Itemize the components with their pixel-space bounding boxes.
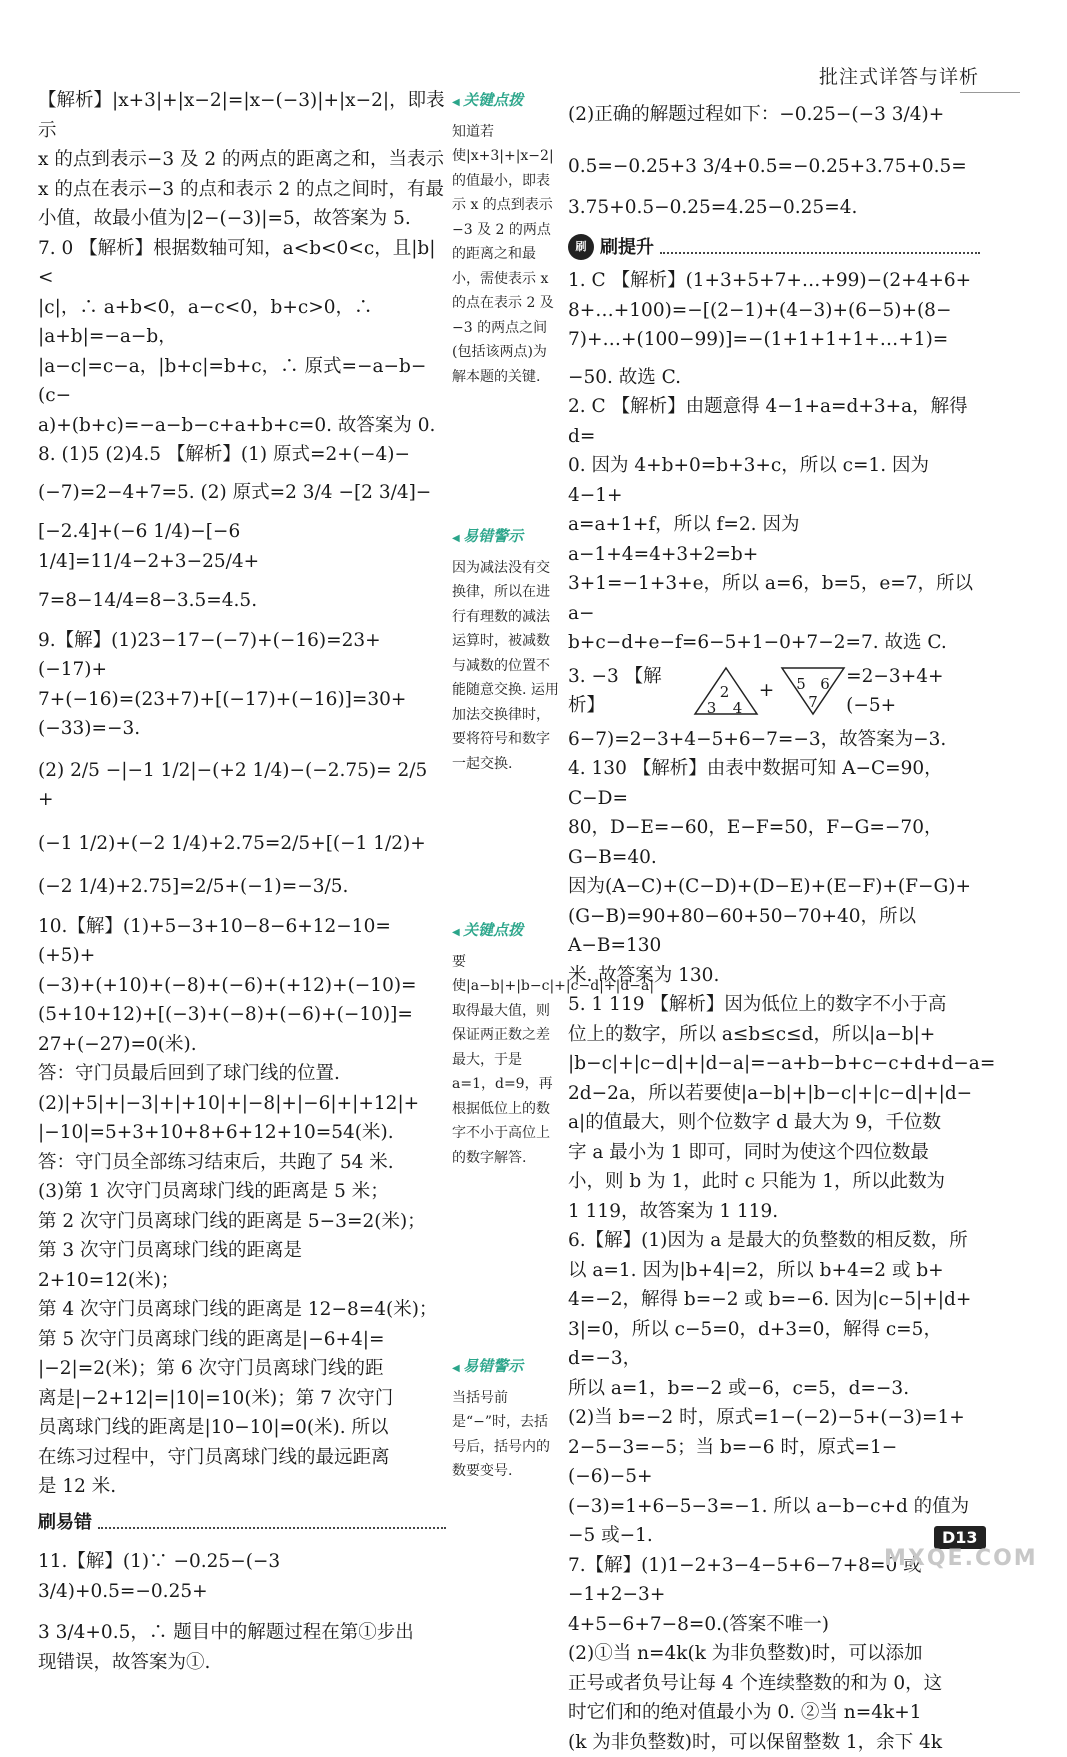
text-line: (−3)+(+10)+(−8)+(−6)+(+12)+(−10)= [38, 971, 446, 1001]
tri-value: 3 [707, 694, 717, 724]
text-line: 位上的数字，所以 a≤b≤c≤d，所以|a−b|+ [568, 1020, 980, 1050]
text-line: (−3)=1+6−5−3=−1. 所以 a−b−c+d 的值为 [568, 1492, 980, 1522]
text-line: [−2.4]+(−6 1/4)−[−6 1/4]=11/4−2+3−25/4+ [38, 517, 446, 576]
text-line: 80，D−E=−60，E−F=50，F−G=−70，G−B=40. [568, 813, 980, 872]
text-line: 正号或者负号让每 4 个连续整数的和为 0，这 [568, 1669, 980, 1699]
text-line: a=a+1+f，所以 f=2. 因为 a−1+4=4+3+2=b+ [568, 510, 980, 569]
text-line: (2) 2/5 −|−1 1/2|−(+2 1/4)−(−2.75)= 2/5 + [38, 756, 446, 815]
note-text: 因为减法没有交换律，所以在进行有理数的减法运算时，被减数与减数的位置不能随意交换. 运用加法交换律时，要将符号和数字一起交换. [452, 556, 560, 777]
note-tag: ◀ 关键点拨 [452, 88, 560, 116]
text-line: 答：守门员全部练习结束后，共跑了 54 米. [38, 1148, 446, 1178]
text-line: 离是|−2+12|=|10|=10(米)；第 7 次守门 [38, 1384, 446, 1414]
side-note-4 [452, 1354, 560, 1484]
right-lines-2 [568, 266, 980, 658]
triangle-down-figure [780, 666, 840, 716]
text-line: 以 a=1. 因为|b+4|=2，所以 b+4=2 或 b+ [568, 1256, 980, 1286]
page-number: D13 [934, 1526, 986, 1549]
watermark: MXQE.COM [884, 1546, 1038, 1571]
text-line: (3)第 1 次守门员离球门线的距离是 5 米； [38, 1177, 446, 1207]
note-tag: ◀ 关键点拨 [452, 918, 560, 946]
text-line: 第 3 次守门员离球门线的距离是 2+10=12(米)； [38, 1236, 446, 1295]
tri-value: 5 [796, 670, 806, 700]
text-line: |c|，∴ a+b<0，a−c<0，b+c>0，∴ |a+b|=−a−b， [38, 293, 446, 352]
dotted-rule [98, 1515, 446, 1529]
text-line: (2)当 b=−2 时，原式=1−(−2)−5+(−3)=1+ [568, 1403, 980, 1433]
text-line: (−2 1/4)+2.75]=2/5+(−1)=−3/5. [38, 872, 446, 902]
text-line: 1. C 【解析】(1+3+5+7+…+99)−(2+4+6+ [568, 266, 980, 296]
tri-value: 6 [820, 670, 830, 700]
left-lines [38, 86, 446, 1502]
note-tag: ◀ 易错警示 [452, 524, 560, 552]
text-line: 5. 1 119 【解析】因为低位上的数字不小于高 [568, 990, 980, 1020]
text-line: 第 4 次守门员离球门线的距离是 12−8=4(米)； [38, 1295, 446, 1325]
text-line: |a−c|=c−a，|b+c|=b+c，∴ 原式=−a−b−(c− [38, 352, 446, 411]
text-line: a)+(b+c)=−a−b−c+a+b+c=0. 故答案为 0. [38, 411, 446, 441]
text-line: 3 3/4+0.5，∴ 题目中的解题过程在第①步出 [38, 1618, 446, 1648]
text-line: |−2|=2(米)；第 6 次守门员离球门线的距 [38, 1354, 446, 1384]
text-line: 3+1=−1+3+e，所以 a=6，b=5，e=7，所以 a− [568, 569, 980, 628]
text-line: 第 2 次守门员离球门线的距离是 5−3=2(米)； [38, 1207, 446, 1237]
text-line: (2)|+5|+|−3|+|+10|+|−8|+|−6|+|+12|+ [38, 1089, 446, 1119]
text-line: 4+5−6+7−8=0.(答案不唯一) [568, 1610, 980, 1640]
q3-row [568, 662, 980, 721]
text-line: 员离球门线的距离是|10−10|=0(米). 所以 [38, 1413, 446, 1443]
note-text: 知道若使|x+3|+|x−2|的值最小，即表示 x 的点到表示−3 及 2 的两点的距离之和最小，需使表示 x 的点在表示 2 及−3 的两点之间(包括该两点)为解本题的关键. [452, 120, 560, 390]
text-line: 第 5 次守门员离球门线的距离是|−6+4|= [38, 1325, 446, 1355]
text-line: 米. 故答案为 130. [568, 961, 980, 991]
text-line: 7)+…+(100−99)]=−(1+1+1+1+…+1)= [568, 325, 980, 355]
brush-badge-icon: 刷 [568, 234, 594, 260]
text-line: |−10|=5+3+10+8+6+12+10=54(米). [38, 1118, 446, 1148]
text-line: 4=−2，解得 b=−2 或 b=−6. 因为|c−5|+|d+ [568, 1285, 980, 1315]
text-line: 小值，故最小值为|2−(−3)|=5，故答案为 5. [38, 204, 446, 234]
text-line: 8. (1)5 (2)4.5 【解析】(1) 原式=2+(−4)− [38, 440, 446, 470]
text-line: 所以 a=1，b=−2 或−6，c=5，d=−3. [568, 1374, 980, 1404]
text-line: −50. 故选 C. [568, 363, 980, 393]
text-line: (k 为非负整数)时，可以保留整数 1，余下 4k [568, 1728, 980, 1757]
section-title-errors [38, 1508, 446, 1538]
text-line: 3.75+0.5−0.25=4.25−0.25=4. [568, 193, 980, 223]
text-line: 3|=0，所以 c−5=0，d+3=0，解得 c=5，d=−3， [568, 1315, 980, 1374]
plus-sign: + [759, 676, 775, 706]
text-line: 答：守门员最后回到了球门线的位置. [38, 1059, 446, 1089]
text-line: 0. 因为 4+b+0=b+3+c，所以 c=1. 因为 4−1+ [568, 451, 980, 510]
text-line: (G−B)=90+80−60+50−70+40，所以 A−B=130 [568, 902, 980, 961]
header-rule [960, 92, 1020, 93]
text-line: 9.【解】(1)23−17−(−7)+(−16)=23+(−17)+ [38, 626, 446, 685]
text-line: 7. 0 【解析】根据数轴可知，a<b<0<c，且|b|< [38, 234, 446, 293]
text-line: 现错误，故答案为①. [38, 1648, 446, 1678]
q3-suffix: =2−3+4+(−5+ [846, 662, 980, 721]
text-line: (5+10+12)+[(−3)+(−8)+(−6)+(−10)]= [38, 1000, 446, 1030]
left-lines-2 [38, 1547, 446, 1677]
tri-value: 4 [733, 694, 743, 724]
dotted-rule [660, 240, 980, 254]
text-line: 7=8−14/4=8−3.5=4.5. [38, 586, 446, 616]
text-line: 10.【解】(1)+5−3+10−8−6+12−10=(+5)+ [38, 912, 446, 971]
text-line: 2. C 【解析】由题意得 4−1+a=d+3+a，解得 d= [568, 392, 980, 451]
text-line: 6−7)=2−3+4−5+6−7=−3，故答案为−3. [568, 725, 980, 755]
text-line: 11.【解】(1)∵ −0.25−(−3 3/4)+0.5=−0.25+ [38, 1547, 446, 1606]
section-label: 刷提升 [600, 233, 654, 263]
text-line: −5 或−1. [568, 1521, 980, 1551]
text-line: 4. 130 【解析】由表中数据可知 A−C=90，C−D= [568, 754, 980, 813]
text-line: x 的点在表示−3 的点和表示 2 的点之间时，有最 [38, 175, 446, 205]
text-line: x 的点到表示−3 及 2 的两点的距离之和，当表示 [38, 145, 446, 175]
text-line: 27+(−27)=0(米). [38, 1030, 446, 1060]
side-note-3 [452, 918, 560, 1170]
page-header: 批注式详答与详析 [819, 62, 979, 89]
right-lines [568, 100, 980, 223]
tri-value: 2 [720, 678, 730, 708]
text-line: a|的值最大，则个位数字 d 最大为 9，千位数 [568, 1108, 980, 1138]
text-line: (2)正确的解题过程如下：−0.25−(−3 3/4)+ [568, 100, 980, 130]
text-line: 因为(A−C)+(C−D)+(D−E)+(E−F)+(F−G)+ [568, 872, 980, 902]
text-line: 1 119，故答案为 1 119. [568, 1197, 980, 1227]
note-text: 要使|a−b|+|b−c|+|c−d|+|d−a|取得最大值，则保证两正数之差最大，于是 a=1，d=9，再根据低位上的数字不小于高位上的数字解答. [452, 950, 560, 1171]
text-line: 时它们和的绝对值最小为 0. ②当 n=4k+1 [568, 1698, 980, 1728]
text-line: (−33)=−3. [38, 714, 446, 744]
text-line: (−1 1/2)+(−2 1/4)+2.75=2/5+[(−1 1/2)+ [38, 829, 446, 859]
section-label: 刷易错 [38, 1508, 92, 1538]
text-line: 2d−2a，所以若要使|a−b|+|b−c|+|c−d|+|d− [568, 1079, 980, 1109]
right-lines-3 [568, 725, 980, 1757]
text-line: (2)①当 n=4k(k 为非负整数)时，可以添加 [568, 1639, 980, 1669]
text-line: 是 12 米. [38, 1472, 446, 1502]
text-line: 在练习过程中，守门员离球门线的最远距离 [38, 1443, 446, 1473]
text-line: 0.5=−0.25+3 3/4+0.5=−0.25+3.75+0.5= [568, 152, 980, 182]
side-note-1 [452, 88, 560, 389]
section-title-improve [568, 233, 980, 263]
triangle-up-figure [693, 666, 753, 716]
text-line: 【解析】|x+3|+|x−2|=|x−(−3)|+|x−2|，即表示 [38, 86, 446, 145]
text-line: 6.【解】(1)因为 a 是最大的负整数的相反数，所 [568, 1226, 980, 1256]
text-line: 小，则 b 为 1，此时 c 只能为 1，所以此数为 [568, 1167, 980, 1197]
q3-prefix: 3. −3 【解析】 [568, 662, 687, 721]
text-line: 2−5−3=−5；当 b=−6 时，原式=1−(−6)−5+ [568, 1433, 980, 1492]
text-line: 7.【解】(1)1−2+3−4−5+6−7+8=0 或−1+2−3+ [568, 1551, 980, 1610]
text-line: |b−c|+|c−d|+|d−a|=−a+b−b+c−c+d+d−a= [568, 1049, 980, 1079]
left-column [38, 86, 446, 1677]
text-line: b+c−d+e−f=6−5+1−0+7−2=7. 故选 C. [568, 628, 980, 658]
tri-value: 7 [808, 688, 818, 718]
text-line: 7+(−16)=(23+7)+[(−17)+(−16)]=30+ [38, 685, 446, 715]
right-column [568, 100, 980, 1757]
text-line: (−7)=2−4+7=5. (2) 原式=2 3/4 −[2 3/4]− [38, 478, 446, 508]
text-line: 字 a 最小为 1 即可，同时为使这个四位数最 [568, 1138, 980, 1168]
side-note-2 [452, 524, 560, 776]
text-line: 8+…+100)=−[(2−1)+(4−3)+(6−5)+(8− [568, 296, 980, 326]
note-text: 当括号前是“−”时，去括号后，括号内的数要变号. [452, 1386, 560, 1484]
note-tag: ◀ 易错警示 [452, 1354, 560, 1382]
